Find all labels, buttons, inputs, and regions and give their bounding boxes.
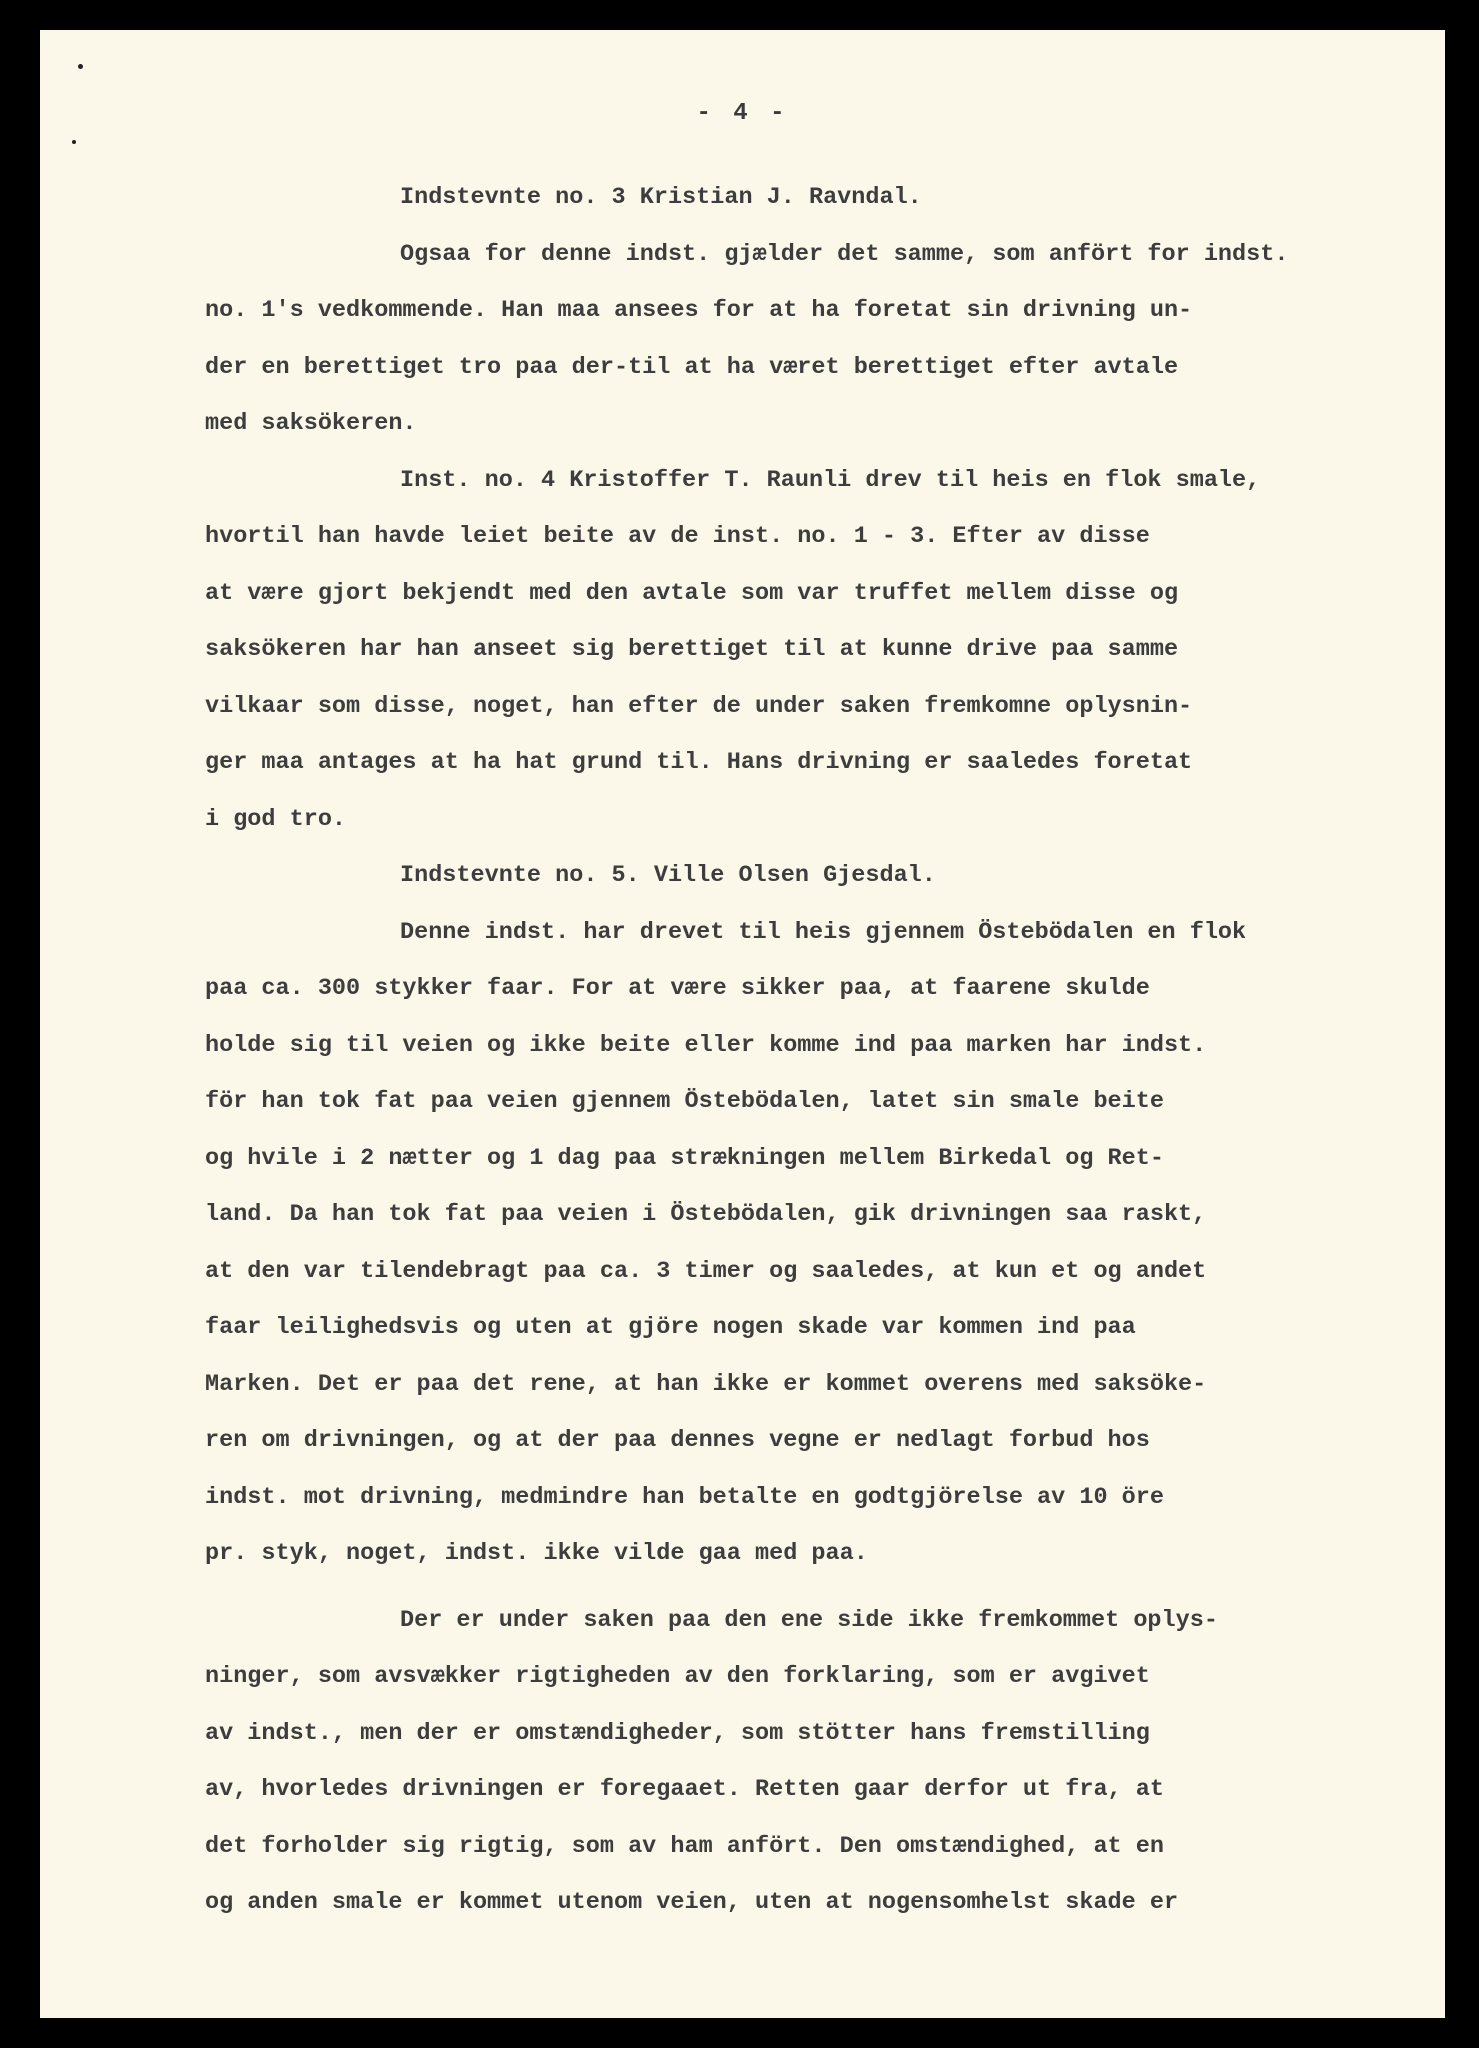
text-line: Marken. Det er paa det rene, at han ikke er kommet overens med saksöke- [205,1370,1207,1398]
document-text [205,170,1445,1932]
text-line: i god tro. [205,805,347,833]
text-line: pr. styk, noget, indst. ikke vilde gaa med paa. [205,1540,868,1567]
text-line: ninger, som avsvækker rigtigheden av den forklaring, som er avgivet [205,1663,1150,1690]
text-line: land. Da han tok fat paa veien i Östebödalen, gik drivningen saa raskt, [205,1201,1207,1228]
text-line: det forholder sig rigtig, som av ham anfört. Den omstændighed, at en [205,1832,1164,1860]
text-line: Ogsaa for denne indst. gjælder det samme, som anfört for indst. [400,240,1289,268]
scan-speck [72,140,76,144]
text-line: Der er under saken paa den ene side ikke fremkommet oplys- [400,1606,1218,1634]
text-line: at være gjort bekjendt med den avtale som var truffet mellem disse og [205,579,1179,607]
text-line: paa ca. 300 stykker faar. For at være sikker paa, at faarene skulde [205,975,1150,1002]
text-line: indst. mot drivning, medmindre han betalte en godtgjörelse av 10 öre [205,1483,1164,1511]
text-line: vilkaar som disse, noget, han efter de under saken fremkomne oplysnin- [205,692,1193,720]
text-line: Indstevnte no. 5. Ville Olsen Gjesdal. [400,862,936,889]
text-line: saksökeren har han anseet sig berettiget til at kunne drive paa samme [205,636,1179,663]
text-line: med saksökeren. [205,410,417,437]
text-line: Indstevnte no. 3 Kristian J. Ravndal. [400,184,922,211]
text-line: hvortil han havde leiet beite av de inst. no. 1 - 3. Efter av disse [205,523,1150,550]
text-line: ger maa antages at ha hat grund til. Hans drivning er saaledes foretat [205,749,1193,776]
text-line: Inst. no. 4 Kristoffer T. Raunli drev til heis en flok smale, [400,466,1261,494]
text-line: av, hvorledes drivningen er foregaaet. Retten gaar derfor ut fra, at [205,1776,1164,1803]
text-line: der en berettiget tro paa der-til at ha været berettiget efter avtale [205,353,1179,381]
scan-speck [78,64,83,69]
text-line: at den var tilendebragt paa ca. 3 timer og saaledes, at kun et og andet [205,1257,1207,1285]
text-line: og hvile i 2 nætter og 1 dag paa strækningen mellem Birkedal og Ret- [205,1144,1164,1172]
text-line: no. 1's vedkommende. Han maa ansees for at ha foretat sin drivning un- [205,297,1193,324]
text-line: för han tok fat paa veien gjennem Östebödalen, latet sin smale beite [205,1088,1164,1115]
text-line: holde sig til veien og ikke beite eller komme ind paa marken har indst. [205,1031,1207,1059]
document-page [40,30,1445,2018]
text-line: og anden smale er kommet utenom veien, uten at nogensomhelst skade er [205,1889,1179,1916]
text-line: faar leilighedsvis og uten at gjöre nogen skade var kommen ind paa [205,1314,1136,1341]
text-line: Denne indst. har drevet til heis gjennem Östebödalen en flok [400,918,1247,946]
text-line: ren om drivningen, og at der paa dennes vegne er nedlagt forbud hos [205,1427,1150,1454]
page-number: - 4 - [696,100,789,127]
text-line: av indst., men der er omstændigheder, som stötter hans fremstilling [205,1719,1150,1747]
